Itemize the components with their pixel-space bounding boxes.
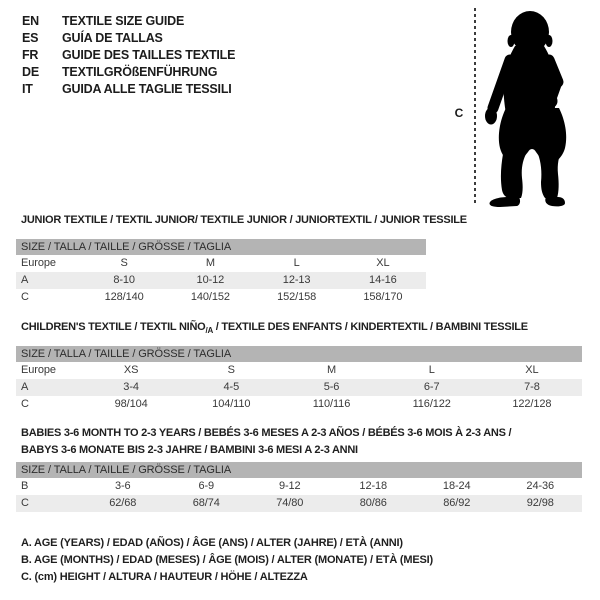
title-text: CHILDREN'S TEXTILE / TEXTIL NIÑO xyxy=(21,321,206,333)
table-cell: M xyxy=(326,364,337,376)
table-cell: XL xyxy=(376,257,390,269)
table-cell: 6-9 xyxy=(198,480,215,492)
language-label: GUÍA DE TALLAS xyxy=(62,31,163,45)
language-label: GUIDE DES TAILLES TEXTILE xyxy=(62,48,236,62)
language-code: EN xyxy=(22,14,39,28)
title-subscript: /A xyxy=(205,326,213,336)
table-row-europe xyxy=(16,255,426,272)
size-header-bar: SIZE / TALLA / TAILLE / GRÖSSE / TAGLIA xyxy=(16,346,582,362)
size-header-bar: SIZE / TALLA / TAILLE / GRÖSSE / TAGLIA xyxy=(16,239,426,255)
row-label: A xyxy=(21,274,29,286)
baby-silhouette-icon xyxy=(483,8,583,208)
table-cell: 3-4 xyxy=(123,381,139,393)
language-label: TEXTILE SIZE GUIDE xyxy=(62,14,185,28)
table-cell: 116/122 xyxy=(412,398,451,410)
table-cell: S xyxy=(120,257,128,269)
language-label: TEXTILGRÖßENFÜHRUNG xyxy=(62,65,218,79)
language-label: GUIDA ALLE TAGLIE TESSILI xyxy=(62,82,232,96)
junior-size-table xyxy=(16,239,426,306)
table-cell: 122/128 xyxy=(512,398,552,410)
table-row-height xyxy=(16,396,582,413)
row-label: C xyxy=(21,291,29,303)
language-row-it xyxy=(22,81,235,98)
language-row-en xyxy=(22,13,235,30)
babies-section-title-line1: BABIES 3-6 MONTH TO 2-3 YEARS / BEBÉS 3-6 MESES A 2-3 AÑOS / BÉBÉS 3-6 MOIS À 2-3 ANS / xyxy=(21,427,512,439)
table-cell: 74/80 xyxy=(276,497,304,509)
table-cell: XL xyxy=(525,364,539,376)
table-row-age xyxy=(16,379,582,396)
note-height-cm: C. (cm) HEIGHT / ALTURA / HAUTEUR / HÖHE / ALTEZZA xyxy=(21,571,308,583)
table-cell: L xyxy=(428,364,435,376)
language-row-fr xyxy=(22,47,235,64)
row-label: C xyxy=(21,398,29,410)
language-code: IT xyxy=(22,82,33,96)
table-cell: S xyxy=(227,364,235,376)
row-label: A xyxy=(21,381,29,393)
table-cell: 12-13 xyxy=(282,274,311,286)
table-row-europe xyxy=(16,362,582,379)
title-text: / TEXTILE DES ENFANTS / KINDERTEXTIL / BAMBINI TESSILE xyxy=(212,321,528,333)
table-row-height xyxy=(16,495,582,512)
table-row-age-months xyxy=(16,478,582,495)
table-cell: 68/74 xyxy=(192,497,220,509)
table-cell: 24-36 xyxy=(526,480,555,492)
language-row-es xyxy=(22,30,235,47)
height-measure-label: C xyxy=(454,106,464,120)
table-cell: 9-12 xyxy=(278,480,301,492)
table-cell: 10-12 xyxy=(196,274,225,286)
table-cell: XS xyxy=(123,364,139,376)
table-cell: 110/116 xyxy=(312,398,351,410)
language-code: FR xyxy=(22,48,39,62)
size-header-bar: SIZE / TALLA / TAILLE / GRÖSSE / TAGLIA xyxy=(16,462,582,478)
table-cell: 18-24 xyxy=(442,480,471,492)
language-code: DE xyxy=(22,65,39,79)
table-cell: 98/104 xyxy=(114,398,148,410)
table-cell: 7-8 xyxy=(524,381,540,393)
childrens-section-title xyxy=(21,321,528,335)
babies-size-table xyxy=(16,462,582,512)
table-cell: 158/170 xyxy=(363,291,403,303)
table-cell: 80/86 xyxy=(359,497,387,509)
note-age-months: B. AGE (MONTHS) / EDAD (MESES) / ÂGE (MOIS) / ALTER (MONATE) / ETÀ (MESI) xyxy=(21,554,433,566)
table-cell: 152/158 xyxy=(277,291,317,303)
babies-section-title-line2: BABYS 3-6 MONATE BIS 2-3 JAHRE / BAMBINI 3-6 MESI A 2-3 ANNI xyxy=(21,444,358,456)
table-cell: L xyxy=(293,257,300,269)
language-list xyxy=(22,13,235,98)
table-cell: 140/152 xyxy=(190,291,230,303)
table-cell: 12-18 xyxy=(359,480,388,492)
table-cell: 4-5 xyxy=(223,381,240,393)
language-code: ES xyxy=(22,31,39,45)
table-cell: 6-7 xyxy=(423,381,440,393)
table-cell: 62/68 xyxy=(109,497,137,509)
row-label: Europe xyxy=(21,257,56,269)
table-cell: 14-16 xyxy=(369,274,397,286)
height-measure-dashed-line xyxy=(474,8,476,206)
table-row-height xyxy=(16,289,426,306)
table-cell: 5-6 xyxy=(323,381,340,393)
note-age-years: A. AGE (YEARS) / EDAD (AÑOS) / ÂGE (ANS) / ALTER (JAHRE) / ETÀ (ANNI) xyxy=(21,537,403,549)
table-cell: 86/92 xyxy=(443,497,471,509)
table-cell: 104/110 xyxy=(212,398,251,410)
row-label: C xyxy=(21,497,29,509)
table-cell: 8-10 xyxy=(113,274,135,286)
table-cell: M xyxy=(205,257,215,269)
language-row-de xyxy=(22,64,235,81)
junior-section-title: JUNIOR TEXTILE / TEXTIL JUNIOR/ TEXTILE JUNIOR / JUNIORTEXTIL / JUNIOR TESSILE xyxy=(21,214,467,226)
row-label: Europe xyxy=(21,364,56,376)
childrens-size-table xyxy=(16,346,582,413)
table-cell: 128/140 xyxy=(104,291,144,303)
table-row-age xyxy=(16,272,426,289)
table-cell: 92/98 xyxy=(526,497,554,509)
table-cell: 3-6 xyxy=(114,480,131,492)
row-label: B xyxy=(21,480,29,492)
